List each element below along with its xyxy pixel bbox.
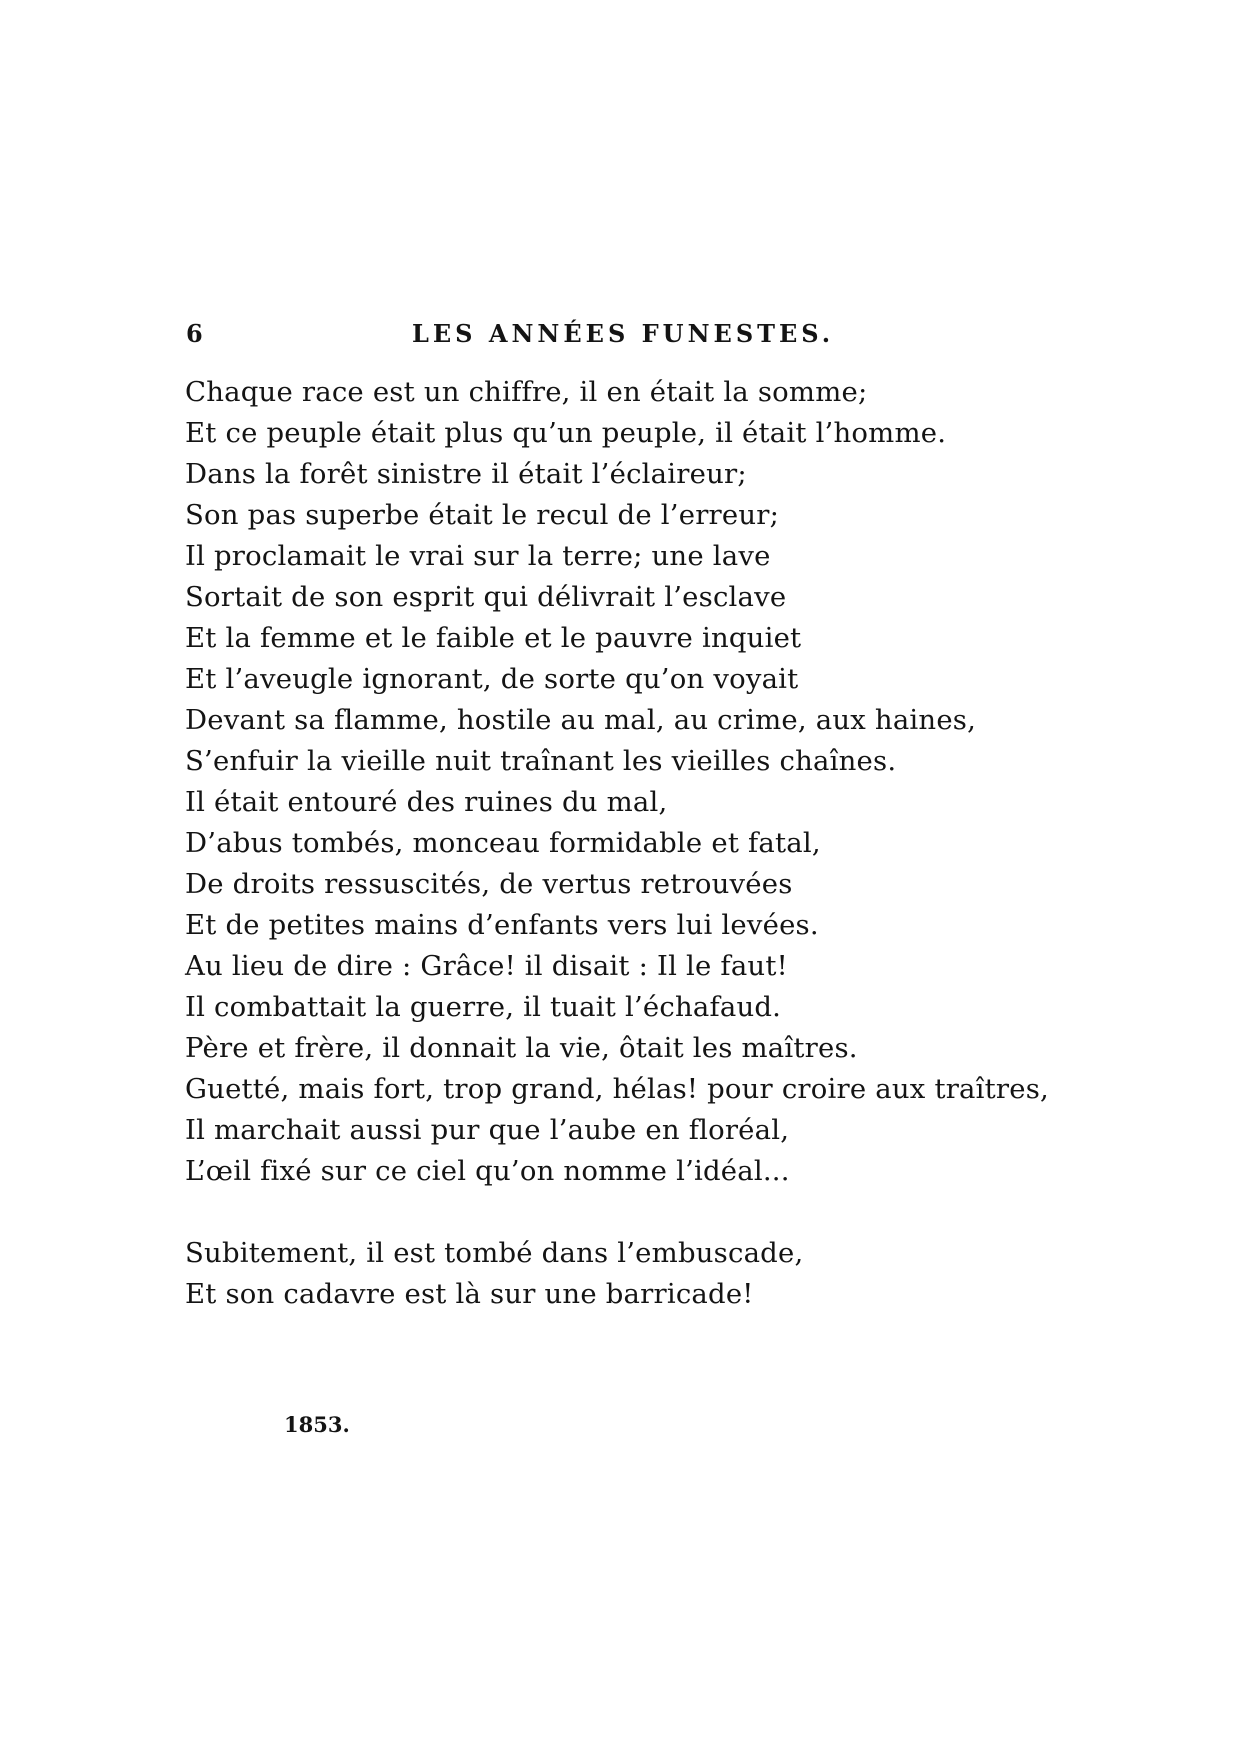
verse-line: Il marchait aussi pur que l’aube en floréal, — [185, 1114, 790, 1146]
verse-line: Et ce peuple était plus qu’un peuple, il était l’homme. — [185, 417, 947, 449]
verse-line: Au lieu de dire : Grâce! il disait : Il le faut! — [185, 950, 788, 982]
verse-line: Il était entouré des ruines du mal, — [185, 786, 668, 818]
page-number: 6 — [186, 319, 203, 348]
verse-line: Et son cadavre est là sur une barricade! — [185, 1278, 754, 1310]
stanza-1 — [185, 372, 1085, 1192]
verse-line: Chaque race est un chiffre, il en était la somme; — [185, 376, 868, 408]
verse-line: Et l’aveugle ignorant, de sorte qu’on voyait — [185, 663, 799, 695]
stanza-2 — [185, 1233, 1085, 1315]
verse-line: Père et frère, il donnait la vie, ôtait les maîtres. — [185, 1032, 858, 1064]
verse-line: Son pas superbe était le recul de l’erreur; — [185, 499, 780, 531]
verse-line: L’œil fixé sur ce ciel qu’on nomme l’idéal... — [185, 1155, 790, 1187]
poem-date: 1853. — [284, 1412, 350, 1437]
verse-line: Subitement, il est tombé dans l’embuscade, — [185, 1237, 804, 1269]
running-title: LES ANNÉES FUNESTES. — [412, 319, 835, 348]
verse-line: Il proclamait le vrai sur la terre; une lave — [185, 540, 771, 572]
poem-body — [185, 372, 1085, 1315]
verse-line: Guetté, mais fort, trop grand, hélas! pour croire aux traîtres, — [185, 1073, 1049, 1105]
verse-line: Dans la forêt sinistre il était l’éclaireur; — [185, 458, 747, 490]
verse-line: Sortait de son esprit qui délivrait l’esclave — [185, 581, 787, 613]
verse-line: D’abus tombés, monceau formidable et fatal, — [185, 827, 821, 859]
verse-line: Devant sa flamme, hostile au mal, au crime, aux haines, — [185, 704, 977, 736]
verse-line: Il combattait la guerre, il tuait l’échafaud. — [185, 991, 782, 1023]
page-header — [186, 314, 1241, 354]
verse-line: Et la femme et le faible et le pauvre inquiet — [185, 622, 802, 654]
verse-line: S’enfuir la vieille nuit traînant les vieilles chaînes. — [185, 745, 897, 777]
verse-line: Et de petites mains d’enfants vers lui levées. — [185, 909, 819, 941]
verse-line: De droits ressuscités, de vertus retrouvées — [185, 868, 793, 900]
